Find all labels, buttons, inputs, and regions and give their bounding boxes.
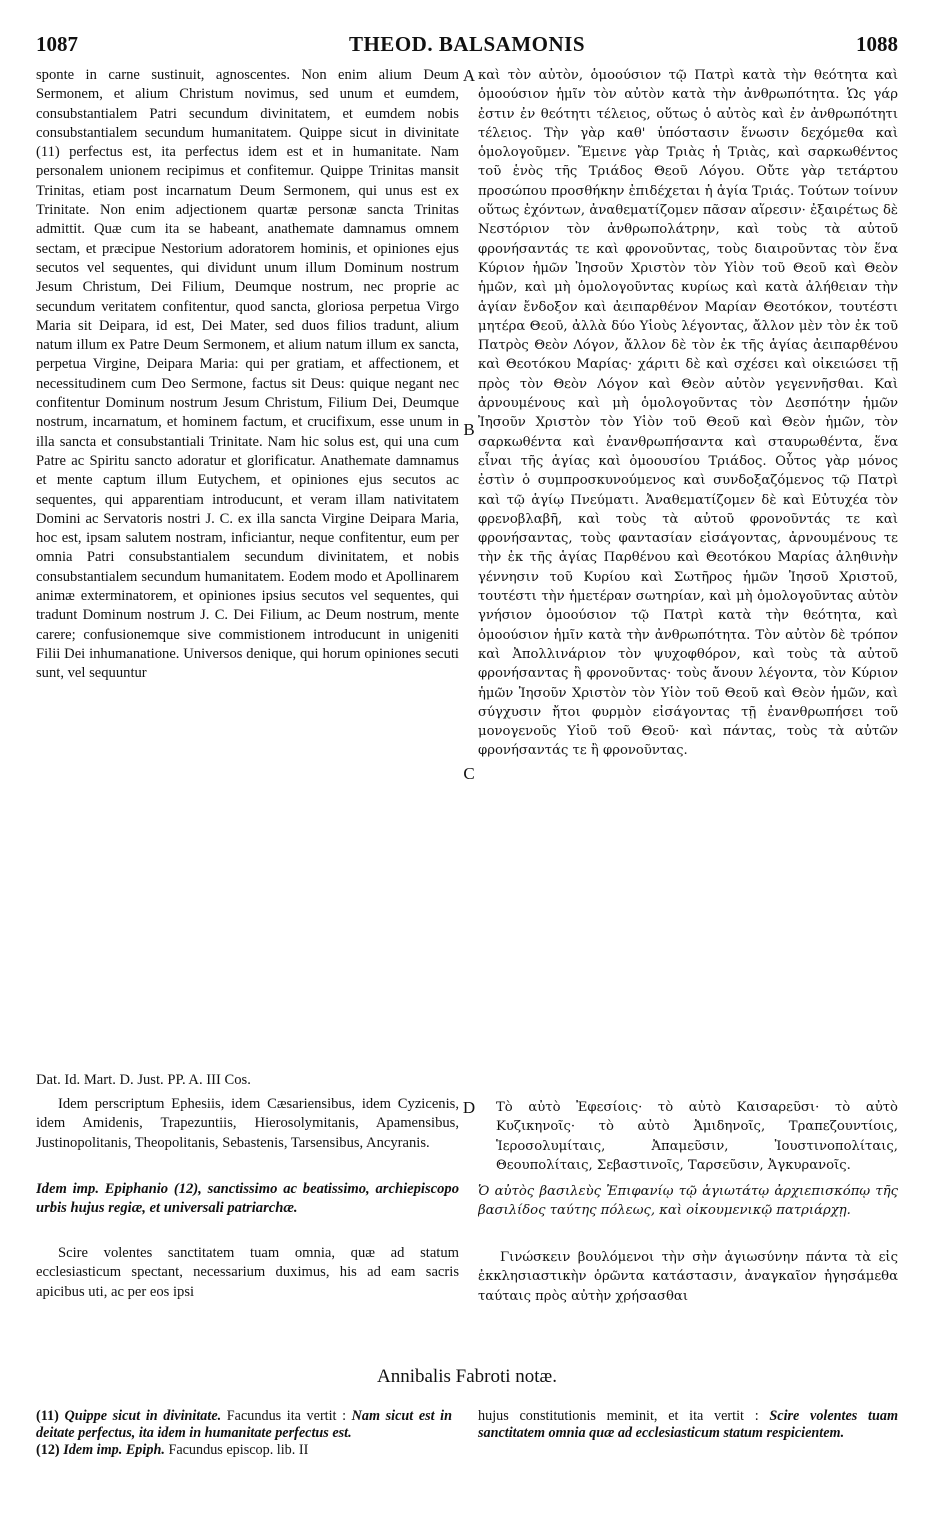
latin-dating: Dat. Id. Mart. D. Just. PP. A. III Cos. bbox=[36, 1072, 251, 1088]
greek-letter-text: Γινώσκειν βουλόμενοι τὴν σὴν ἁγιωσύνην πάντα τὰ εἰς ἐκκλησιαστικὴν ὁρῶντα κατάστασιν, ἀναγκαῖον ἡγησάμεθα ταύταις πρὸς αὐτὴν χρήσασθαι bbox=[478, 1250, 898, 1304]
latin-recipients bbox=[36, 1095, 459, 1175]
note-11-lemma: Quippe sicut in divinitate. bbox=[64, 1408, 222, 1424]
latin-recipients-text: Idem perscriptum Ephesiis, idem Cæsariensibus, idem Cyzicenis, idem Amidenis, Trapezuntiis, Hierosolymitanis, Apamensibus, Justinopolitanis, Theopolitanis, Sebastenis, Tarsensibus, Ancyranis. bbox=[36, 1096, 459, 1151]
note-12-number: (12) bbox=[36, 1442, 60, 1458]
section-marker-a: A bbox=[462, 66, 476, 85]
latin-address bbox=[36, 1180, 459, 1240]
running-header bbox=[36, 32, 898, 62]
note-right-text: hujus constitutionis meminit, et ita vertit : bbox=[478, 1408, 759, 1424]
note-11-quote: Nam sicut est in deitate perfectus, ita idem in humanitate perfectus est. bbox=[36, 1408, 453, 1441]
latin-column-main bbox=[36, 66, 459, 1072]
section-marker-c: C bbox=[463, 764, 475, 783]
page-number-right: 1088 bbox=[856, 32, 898, 56]
footnote-left bbox=[36, 1408, 452, 1488]
page-number-left: 1087 bbox=[36, 32, 78, 56]
notes-title: Annibalis Fabroti notæ. bbox=[377, 1366, 557, 1387]
greek-letter-start bbox=[478, 1248, 898, 1308]
section-marker-d: D bbox=[462, 1098, 476, 1117]
greek-paragraph: καὶ τὸν αὐτὸν, ὁμοούσιον τῷ Πατρὶ κατὰ τὴν θεότητα καὶ ὁμοούσιον ἡμῖν τὸν αὐτὸν κατὰ τὴν ἀνθρωπότητα. Ὡς γάρ ἐστιν ἐν θεότητι τέλειος, οὕτως ὁ αὐτὸς καὶ ἐν ἀνθρωπότητι τέλειος. Τὴν γὰρ καθ' ὑπόστασιν ἕνωσιν δεχόμεθα καὶ ὁμολογοῦμεν. Ἔμεινε γὰρ Τριὰς ἡ Τριὰς, καὶ σαρκωθέντος τοῦ ἑνὸς τῆς Τριάδος Θεοῦ Λόγου. Οὔτε γὰρ τετάρτου προσώπου προσθήκην ἐπιδέχεται ἡ ἁγία Τριάς. Τούτων τοίνυν οὕτως ἐχόντων, ἀναθεματίζομεν πᾶσαν αἵρεσιν· ἐξαιρέτως δὲ Νεστόριον τὸν ἀνθρωπολάτρην, καὶ τοὺς τὰ αὐτοῦ φρονήσαντάς τε καὶ φρονοῦντας, τοὺς διαιροῦντας τὸν ἕνα Κύριον ἡμῶν Ἰησοῦν Χριστὸν τὸν Υἱὸν τοῦ Θεοῦ καὶ Θεὸν ἡμῶν, καὶ μὴ ὁμολογοῦντας κυρίως καὶ κατὰ ἀλήθειαν τὴν ἁγίαν ἔνδοξον καὶ ἀειπαρθένον Μαρίαν Θεοτόκον, τουτέστι μητέρα Θεοῦ, ἀλλὰ δύο Υἱοὺς λέγοντας, ἄλλον μὲν τὸν ἐκ τοῦ Πατρὸς Θεὸν Λόγον, ἄλλον δὲ τὸν ἐκ τῆς ἁγίας ἀειπαρθένου καὶ Θεοτόκου Μαρίας· χάριτι δὲ καὶ σχέσει καὶ οἰκειώσει τῇ πρὸς τὸν Θεὸν Λόγον καὶ Θεὸν αὐτὸν γεγεννῆσθαι. Καὶ ἀρνουμένους καὶ μὴ ὁμολογοῦντας τὸν Δεσπότην ἡμῶν Ἰησοῦν Χριστὸν τὸν Υἱὸν τοῦ Θεοῦ καὶ Θεὸν ἡμῶν, τὸν σαρκωθέντα καὶ ἐνανθρωπήσαντα καὶ σταυρωθέντα, ἕνα εἶναι τῆς ἁγίας καὶ ὁμοουσίου Τριάδος. Οὗτος γὰρ μόνος ἐστὶν ὁ συμπροσκυνούμενος καὶ συνδοξαζόμενος τῷ Πατρὶ καὶ τῷ ἁγίῳ Πνεύματι. Ἀναθεματίζομεν δὲ καὶ Εὐτυχέα τὸν φρενοβλαβῆ, καὶ τοὺς τὰ αὐτοῦ φρονοῦντάς τε καὶ φρονήσαντας, τοὺς φαντασίαν εἰσάγοντας, ἀρνουμένους τε τὴν ἐκ τῆς ἁγίας Παρθένου καὶ Θεοτόκου Μαρίας ἀληθινὴν γέννησιν τοῦ Κυρίου καὶ Σωτῆρος ἡμῶν Ἰησοῦ Χριστοῦ, τουτέστι τὴν ἡμετέραν σωτηρίαν, καὶ μὴ ὁμολογοῦντας αὐτὸν γνήσιον ὁμοούσιον τῷ Πατρὶ κατὰ τὴν θεότητα, καὶ ὁμοούσιον ἡμῖν κατὰ τὴν ἀνθρωπότητα. Τὸν αὐτὸν δὲ τρόπον καὶ Ἀπολλινάριον τὸν ψυχοφθόρον, καὶ τοὺς τὰ αὐτοῦ φρονήσαντας ἢ φρονοῦντας· τοὺς ἄνουν λέγοντα, τὸν Κύριον ἡμῶν Ἰησοῦν Χριστὸν τὸν Υἱὸν τοῦ Θεοῦ καὶ Θεὸν ἡμῶν, καὶ σύγχυσιν ἤτοι φυρμὸν εἰσάγοντας τῇ ἐνανθρωπήσει τοῦ μονογενοῦς Υἱοῦ τοῦ Θεοῦ· καὶ πάντας, τοὺς τὰ αὐτῶν φρονήσαντάς τε ἢ φρονοῦντας. bbox=[478, 68, 898, 759]
footnote-right bbox=[478, 1408, 898, 1468]
latin-letter-start bbox=[36, 1244, 459, 1304]
latin-paragraph: sponte in carne sustinuit, agnoscentes. Non enim alium Deum Sermonem, et alium Christum novimus, sed unum et eumdem, consubstantialem Patri secundum divinitatem, et eumdem nobis consubstantialem secundum humanitatem. Quippe sicut in divinitate (11) perfectus est, ita perfectus idem est et in humanitate. Nam personalem unionem recipimus et confitemur. Quippe Trinitas mansit Trinitas, etiam post incarnatum Deum Sermonem, qui unus est ex Trinitate. Non enim adjectionem quartæ personæ sancta Trinitas admittit. Quæ cum ita se habeant, anathemate damnamus omnem sectam, et præcipue Nestorium adoratorem hominis, et opiniones ejus secutos vel sequentes, qui dividunt unum illum Dominum nostrum Jesum Christum, Dei Filium, Deumque nostrum, nec proprie ac secundum veritatem confitentur, quod sancta, gloriosa perpetua Virgo Maria sit Deipara, id est, Dei Mater, sed duos filios tradunt, alium natum illum ex Patre Deum Sermonem, et alium natum illum ex sancta, perpetua Virgine, Deipara Maria: qui per gratiam, et affectionem, et necessitudinem cum Deo Sermone, factus sit Deus: quique negant nec confitentur Dominum nostrum Jesum Christum, Filium Dei, Deumque nostrum, incarnatum, et hominem factum, et crucifixum, esse unum in illa sancta et consubstantiali Trinitate. Nam hic solus est, qui una cum Patre ac Spiritu sancto adoratur et glorificatur. Anathemate damnamus et mente captum illum Eutychem, et opiniones ejus secutos ac sequentes, qui apparentiam introducunt, et veram illam nativitatem Domini ac Servatoris nostri J. C. ex illa sancta Virgine Deipara Maria, hoc est, ipsam salutem nostram, inficiantur, neque confitentur, eum per omnia Patri consubstantialem secundum divinitatem, et nobis consubstantialem secundum humanitatem. Eodem modo et Apollinarem animæ exterminatorem, et opiniones ipsius secutos vel sequentes, qui tradunt Dominum nostrum J. C. Dei Filium, ac Deum nostrum, mente carere; confusionemque sive commistionem introducunt in unigeniti Filii Dei inhumanatione. Universos denique, qui horum opiniones secuti sunt, vel sequuntur bbox=[36, 67, 459, 682]
greek-address bbox=[478, 1182, 898, 1244]
section-marker-b: B bbox=[463, 420, 475, 439]
note-11-text: Facundus ita vertit : bbox=[226, 1408, 347, 1424]
greek-address-text: Ὁ αὐτὸς βασιλεὺς Ἐπιφανίῳ τῷ ἁγιωτάτῳ ἀρχιεπισκόπῳ τῆς βασιλίδος ταύτης πόλεως, καὶ οἰκουμενικῷ πατριάρχῃ. bbox=[478, 1184, 898, 1219]
note-12-text: Facundus episcop. lib. II bbox=[168, 1442, 309, 1458]
greek-recipients bbox=[496, 1098, 898, 1178]
header-title: THEOD. BALSAMONIS bbox=[348, 32, 586, 56]
note-11-number: (11) bbox=[36, 1408, 59, 1424]
latin-date-line bbox=[36, 1071, 459, 1091]
note-right-quote: Scire volentes tuam sanctitatem omnia quæ ad ecclesiasticum statum respicientem. bbox=[478, 1408, 898, 1441]
latin-letter-text: Scire volentes sanctitatem tuam omnia, quæ ad statum ecclesiasticum spectant, necessarium duximus, his ad eam sacris apicibus uti, ac per eos ipsi bbox=[36, 1245, 459, 1300]
note-12-lemma: Idem imp. Epiph. bbox=[63, 1442, 165, 1458]
greek-recipients-text: Τὸ αὐτὸ Ἐφεσίοις· τὸ αὐτὸ Καισαρεῦσι· τὸ αὐτὸ Κυζικηνοῖς· τὸ αὐτὸ Ἀμιδηνοῖς, Τραπεζουντίοις, Ἱεροσολυμίταις, Ἀπαμεῦσιν, Ἰουστινοπολίταις, Θεουπολίταις, Σεβαστινοῖς, Ταρσεῦσιν, Ἀγκυρανοῖς. bbox=[496, 1100, 898, 1173]
greek-column-main bbox=[478, 66, 898, 1050]
latin-address-text: Idem imp. Epiphanio (12), sanctissimo ac beatissimo, archiepiscopo urbis hujus regiæ, et universali patriarchæ. bbox=[36, 1181, 459, 1217]
